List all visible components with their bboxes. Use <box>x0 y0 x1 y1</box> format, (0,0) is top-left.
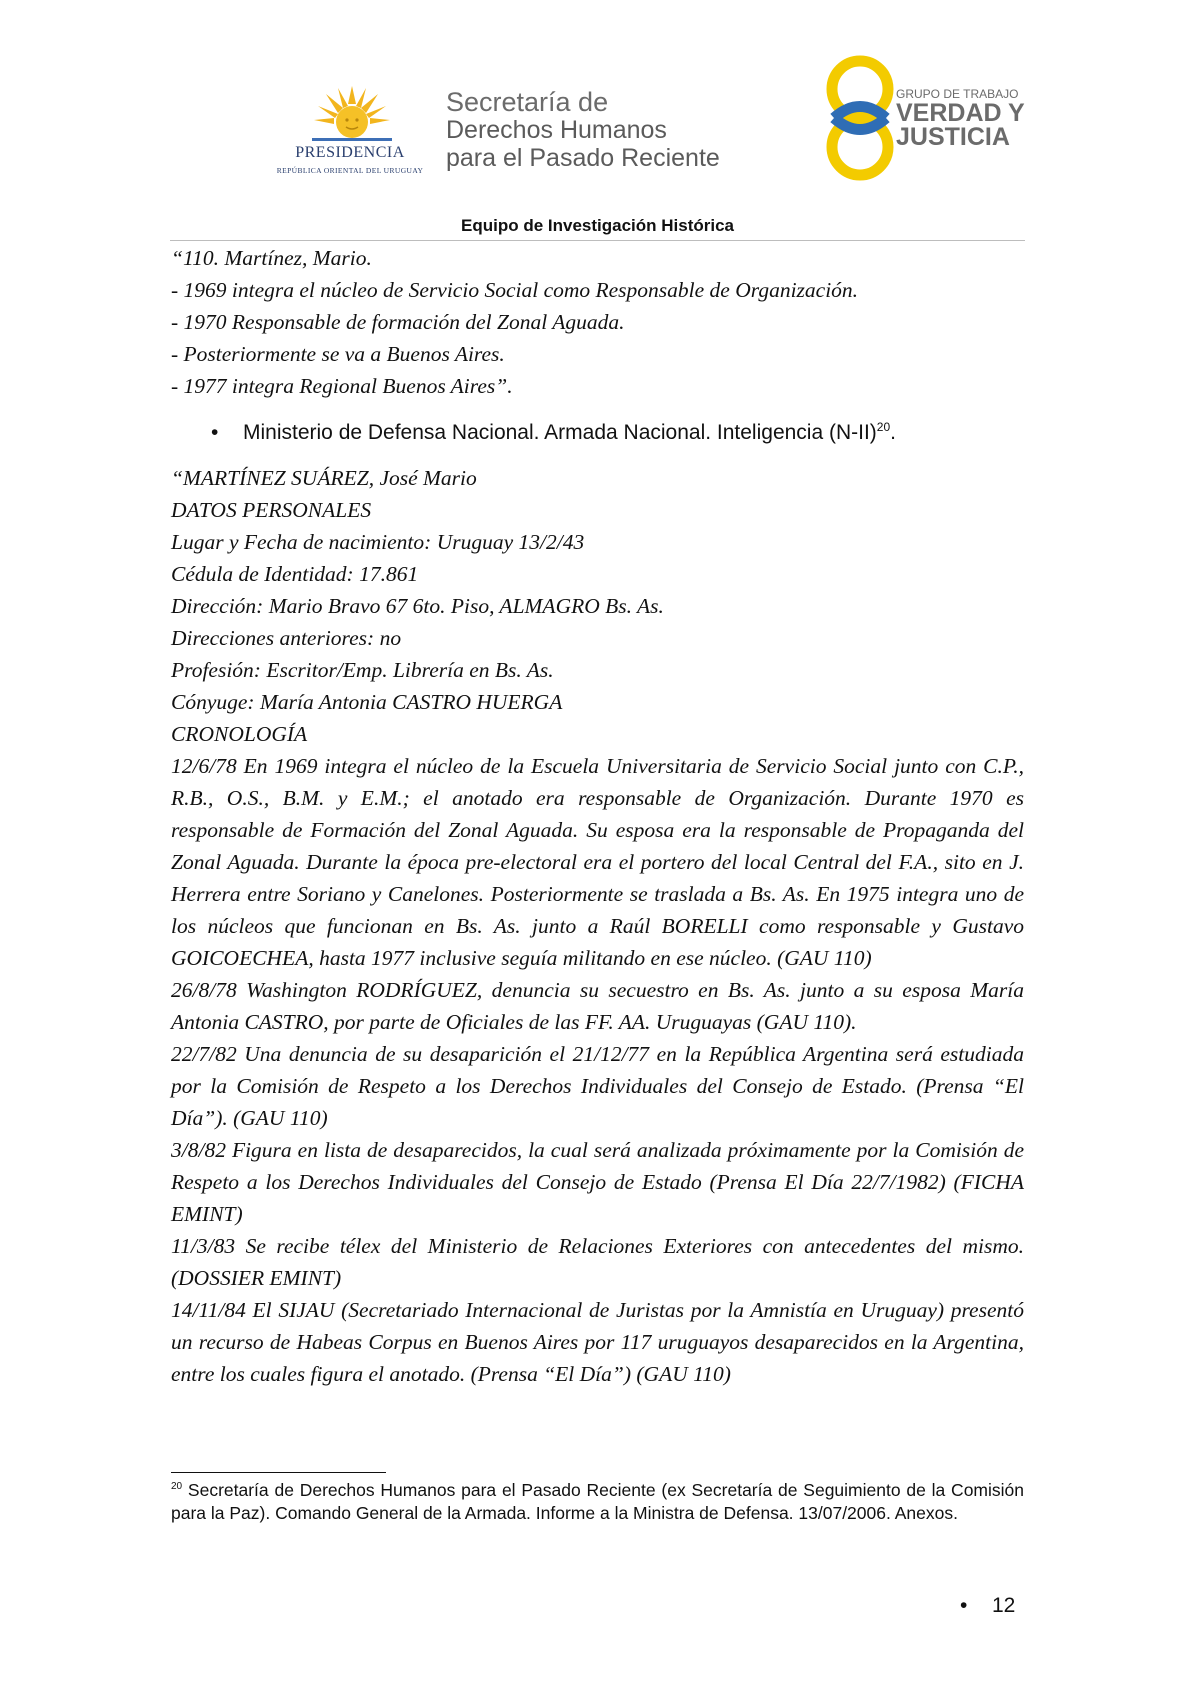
sun-emblem-icon <box>312 82 392 142</box>
chronology-entry: 14/11/84 El SIJAU (Secretariado Internacional de Juristas por la Amnistía en Uruguay) presentó un recurso de Habeas Corpus en Buenos Aires por 117 uruguayos desaparecidos en la Argentina, entre los cuales figura el anotado. (Prensa “El Día”) (GAU 110) <box>171 1298 1024 1386</box>
record-line: DATOS PERSONALES <box>171 498 372 522</box>
presidencia-logo <box>270 82 430 182</box>
team-title: Equipo de Investigación Histórica <box>461 216 734 235</box>
grupo-verdad-justicia-logo <box>820 55 1030 185</box>
record-line: Lugar y Fecha de nacimiento: Uruguay 13/2/43 <box>171 530 585 554</box>
chronology-entry: 3/8/82 Figura en lista de desaparecidos, la cual será analizada próximamente por la Comisión de Respeto a los Derechos Individuales del Consejo de Estado (Prensa El Día 22/7/1982) (FICHA EMINT) <box>171 1138 1024 1226</box>
record-line: CRONOLOGÍA <box>171 722 308 746</box>
record-line: Dirección: Mario Bravo 67 6to. Piso, ALMAGRO Bs. As. <box>171 594 664 618</box>
page-bullet-icon: • <box>960 1594 968 1617</box>
page-number <box>960 1594 1015 1618</box>
record-line: Cónyuge: María Antonia CASTRO HUERGA <box>171 690 563 714</box>
quote-line: - 1969 integra el núcleo de Servicio Social como Responsable de Organización. <box>171 278 859 302</box>
linked-rings-icon <box>820 55 900 183</box>
record-line: “MARTÍNEZ SUÁREZ, José Mario <box>171 466 477 490</box>
source-bullet <box>171 416 1024 450</box>
quote-line: “110. Martínez, Mario. <box>171 246 372 270</box>
chronology-entry: 11/3/83 Se recibe télex del Ministerio de Relaciones Exteriores con antecedentes del mismo. (DOSSIER EMINT) <box>171 1234 1024 1290</box>
source-bullet-text <box>243 416 896 450</box>
quote-line: - Posteriormente se va a Buenos Aires. <box>171 342 505 366</box>
source-suffix: . <box>890 421 896 444</box>
page-number-value: 12 <box>992 1594 1016 1617</box>
footnote-divider <box>171 1472 386 1473</box>
secretaria-line-2: Derechos Humanos <box>446 116 667 144</box>
chronology-entry: 22/7/82 Una denuncia de su desaparición el 21/12/77 en la República Argentina será estudiada por la Comisión de Respeto a los Derechos Individuales del Consejo de Estado. (Prensa “El Día”). (GAU 110) <box>171 1042 1024 1130</box>
secretaria-logo-text <box>446 88 720 172</box>
record-line: Profesión: Escritor/Emp. Librería en Bs. As. <box>171 658 554 682</box>
secretaria-line-3: para el Pasado Reciente <box>446 144 720 172</box>
header-divider <box>170 240 1025 241</box>
page-header <box>0 0 1190 200</box>
presidencia-subtitle: REPÚBLICA ORIENTAL DEL URUGUAY <box>276 166 424 175</box>
chronology-entry: 12/6/78 En 1969 integra el núcleo de la Escuela Universitaria de Servicio Social junto con C.P., R.B., O.S., B.M. y E.M.; el anotado era responsable de Organización. Durante 1970 es responsable de Formación del Zonal Aguada. Su esposa era la responsable de Propaganda del Zonal Aguada. Durante la época pre-electoral era el portero del local Central del F.A., sito en J. Herrera entre Soriano y Canelones. Posteriormente se traslada a Bs. As. En 1975 integra uno de los núcleos que funcionan en Bs. As. junto a Raúl BORELLI como responsable y Gustavo GOICOECHEA, hasta 1977 inclusive seguía militando en ese núcleo. (GAU 110) <box>171 754 1024 970</box>
quote-line: - 1977 integra Regional Buenos Aires”. <box>171 374 513 398</box>
record-line: Direcciones anteriores: no <box>171 626 402 650</box>
source-text: Ministerio de Defensa Nacional. Armada Nacional. Inteligencia (N-II) <box>243 421 877 444</box>
chronology-entry: 26/8/78 Washington RODRÍGUEZ, denuncia su secuestro en Bs. As. junto a su esposa María Antonia CASTRO, por parte de Oficiales de las FF. AA. Uruguayas (GAU 110). <box>171 978 1024 1034</box>
footnote-text: Secretaría de Derechos Humanos para el Pasado Reciente (ex Secretaría de Seguimiento de la Comisión para la Paz). Comando General de la Armada. Informe a la Ministra de Defensa. 13/07/2006. Anexos. <box>171 1480 1024 1523</box>
footnote-number: 20 <box>171 1481 183 1493</box>
footnote <box>171 1479 1024 1525</box>
verdad-label: VERDAD Y <box>896 99 1025 127</box>
record-line: Cédula de Identidad: 17.861 <box>171 562 419 586</box>
quote-line: - 1970 Responsable de formación del Zonal Aguada. <box>171 310 625 334</box>
presidencia-name: PRESIDENCIA <box>295 144 405 161</box>
footnote-ref[interactable]: 20 <box>876 420 891 434</box>
document-body <box>171 242 1024 1390</box>
grupo-trabajo-label: GRUPO DE TRABAJO <box>896 87 1019 101</box>
verdad-justicia-label <box>896 101 1025 149</box>
justicia-label: JUSTICIA <box>896 123 1010 151</box>
bullet-icon: • <box>211 421 219 444</box>
secretaria-line-1: Secretaría de <box>446 87 609 117</box>
